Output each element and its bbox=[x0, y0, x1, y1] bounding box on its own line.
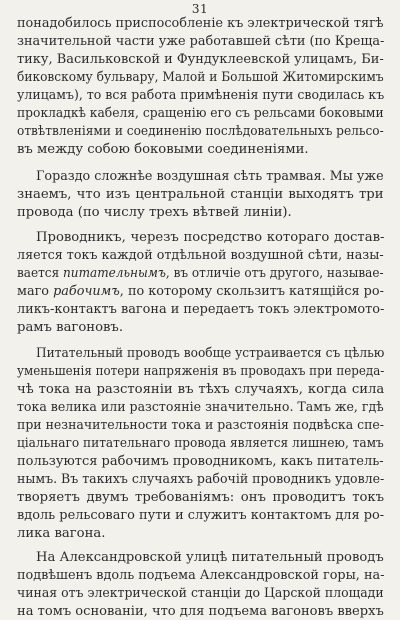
text-line bbox=[17, 266, 384, 282]
text-line: ціальнаго питательнаго провода является лишнею, тамъ bbox=[17, 436, 384, 451]
text-line: биковскому бульвару, Малой и Большой Житомирскимъ bbox=[17, 70, 384, 85]
text-fragment: , по которому скользитъ катящійся ро- bbox=[119, 284, 384, 299]
text-line: въ между собою боковыми соединеніями. bbox=[17, 142, 309, 157]
text-line: нымъ. Въ такихъ случаяхъ рабочій проводникъ удовле- bbox=[17, 472, 385, 487]
text-fragment: вается bbox=[17, 266, 64, 281]
text-line: рамъ вагоновъ. bbox=[17, 320, 124, 335]
text-line: подвѣшенъ вдоль подъема Александровской горы, на- bbox=[17, 568, 385, 583]
text-line: понадобилось приспособленіе къ электрической тягѣ bbox=[17, 16, 384, 31]
text-line: уменьшенія потери напряженія въ проводахъ при передa- bbox=[17, 364, 385, 379]
page-number: 31 bbox=[191, 2, 209, 16]
text-line: чиная отъ электрической станціи до Царской площади bbox=[17, 586, 384, 601]
text-line: ликъ-контактъ вагона и передаетъ токъ электромото- bbox=[17, 302, 385, 317]
text-line: значительной части уже работавшей сѣти (по Креща- bbox=[17, 34, 385, 49]
text-line: провода (по числу трехъ вѣтвей линіи). bbox=[17, 205, 292, 220]
italic-term: рабочимъ bbox=[53, 284, 120, 299]
text-line: чѣ тока на разстояніи въ тѣхъ случаяхъ, когда сила bbox=[17, 382, 385, 397]
text-line: знаемъ, что изъ центральной станціи выходятъ три bbox=[17, 187, 384, 202]
text-line: Проводникъ, черезъ посредство котораго достав- bbox=[36, 230, 385, 245]
text-fragment: маго bbox=[17, 284, 54, 299]
text-line: пользуются рабочимъ проводникомъ, какъ питатель- bbox=[17, 454, 384, 469]
text-line: Питательный проводъ вообще устраивается съ цѣлью bbox=[36, 346, 385, 361]
text-line bbox=[17, 284, 384, 300]
text-line: при незначительности тока и разстоянія подвѣска спе- bbox=[17, 418, 385, 433]
text-line: улицамъ), то вся работа примѣненія пути сводилась къ bbox=[17, 88, 385, 103]
text-line: на томъ основаніи, что для подъема вагоновъ вверхъ bbox=[17, 604, 384, 619]
text-line: На Александровской улицѣ питательный проводъ bbox=[36, 550, 384, 565]
text-line: творяетъ двумъ требованіямъ: онъ проводитъ токъ bbox=[17, 490, 385, 505]
text-line: тока велика или разстояніе значительно. Тамъ же, гдѣ bbox=[17, 400, 384, 415]
text-line: вдоль рельсоваго пути и служитъ контактомъ для ро- bbox=[17, 508, 385, 523]
text-line: ляется токъ каждой отдѣльной воздушной сѣти, назы- bbox=[17, 248, 384, 263]
text-line: тику, Васильковской и Фундуклеевской улицамъ, Би- bbox=[17, 52, 384, 67]
text-fragment: , въ отличіе отъ другого, называе- bbox=[165, 266, 384, 281]
text-line: отвѣтвленіями и соединенію послѣдовательныхъ рельсо- bbox=[17, 124, 384, 139]
text-line: лика вагона. bbox=[17, 526, 106, 541]
italic-term: питательнымъ bbox=[63, 266, 166, 281]
text-line: прокладкѣ кабеля, сращенію его съ рельсами боковыми bbox=[17, 106, 384, 121]
text-line: Гораздо сложнѣе воздушная сѣть трамвая. Мы уже bbox=[36, 169, 384, 184]
